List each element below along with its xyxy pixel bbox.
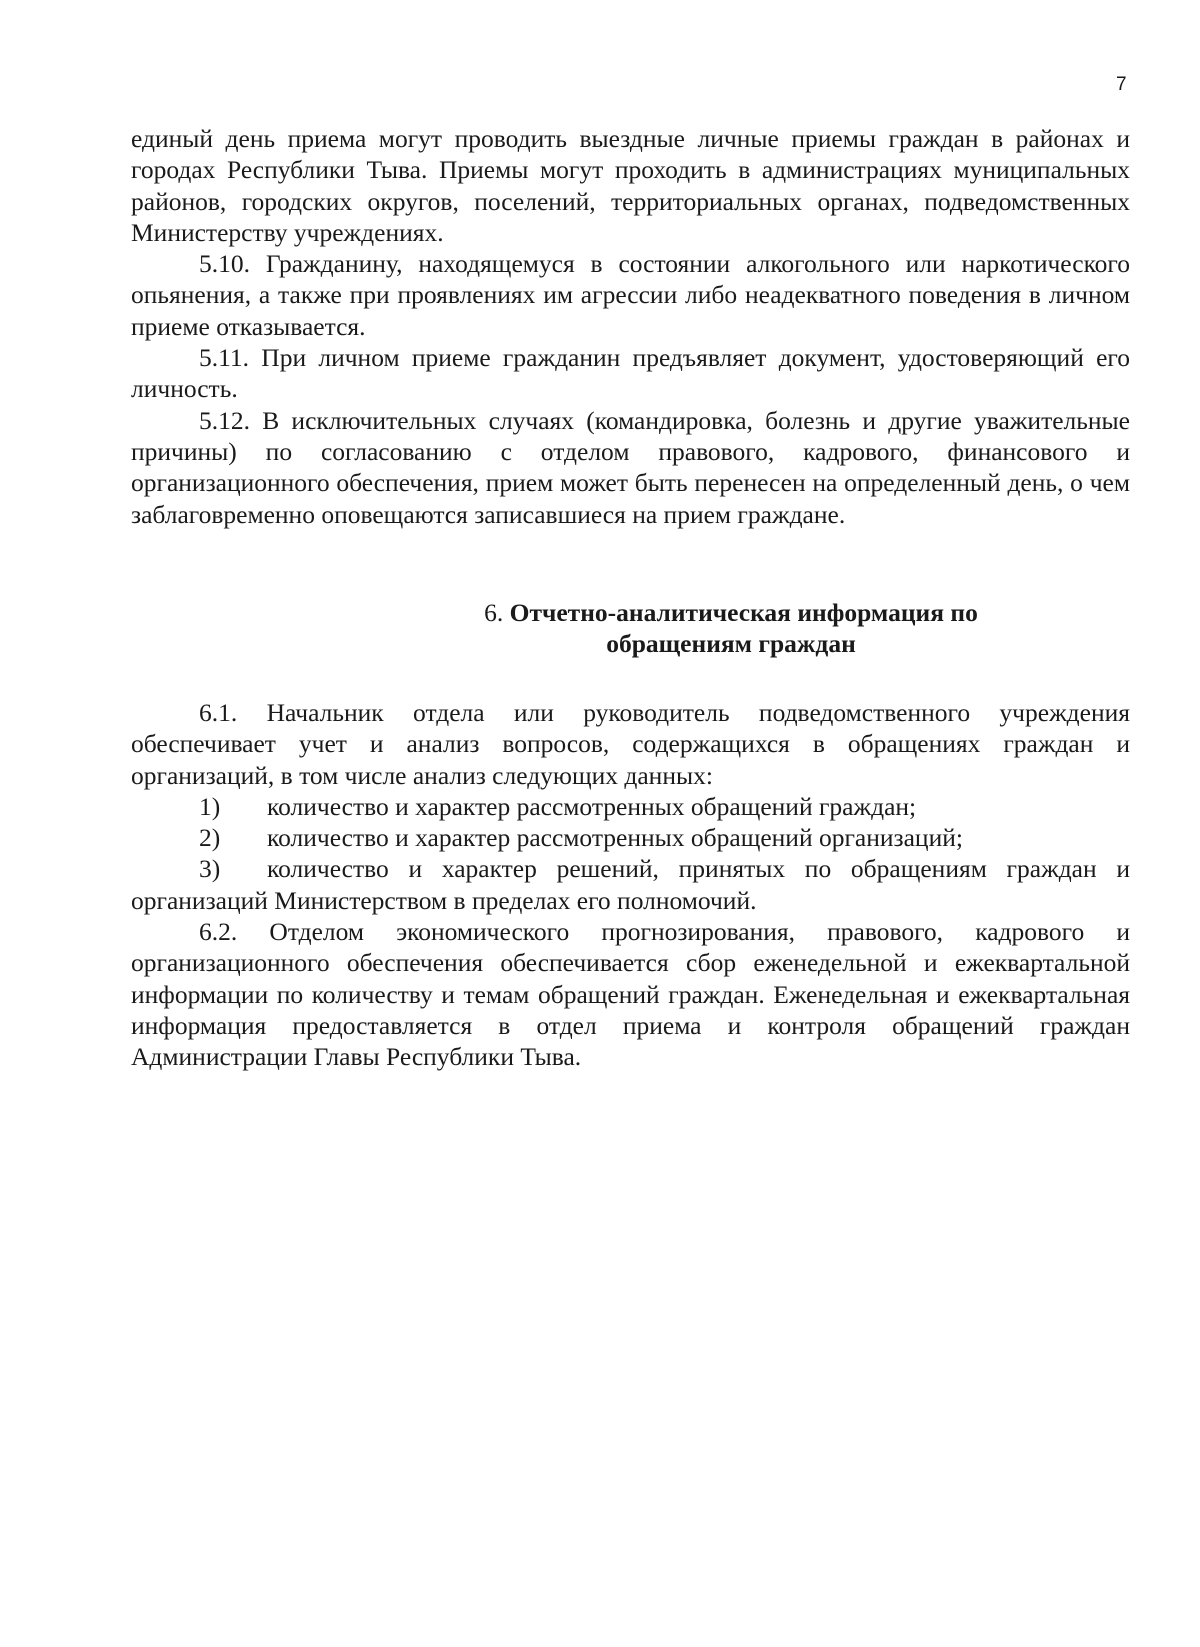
paragraph-6-1: 6.1. Начальник отдела или руководитель подведомственного учреждения обеспечивает учет и анализ вопросов, содержащихся в обращениях граждан и организаций, в том числе анализ следующих данных: [131,698,1130,790]
list-item-text: количество и характер решений, принятых по обращениям граждан и организаций Министерством в пределах его полномочий. [131,854,1130,915]
list-item-text: количество и характер рассмотренных обращений граждан; [267,791,917,821]
section-6-heading-line1 [431,597,1031,628]
list-item [131,853,1130,916]
section-6-body [131,697,1130,1073]
list-item [131,822,1130,853]
section-5-continuation [131,123,1130,530]
page-number: 7 [1116,74,1127,95]
section-6-heading [431,597,1031,659]
paragraph-6-2: 6.2. Отделом экономического прогнозирования, правового, кадрового и организационного обеспечения обеспечивается сбор еженедельной и ежеквартальной информации по количеству и темам обращений граждан. Еженедельная и ежеквартальная информация предоставляется в отдел приема и контроля обращений граждан Администрации Главы Республики Тыва. [131,917,1130,1072]
section-6-title-part1: Отчетно-аналитическая информация по [509,598,978,627]
paragraph-5-9-continuation: единый день приема могут проводить выездные личные приемы граждан в районах и городах Республики Тыва. Приемы могут проходить в администрациях муниципальных районов, городских округов, поселений, территориальных органах, подведомственных Министерству учреждениях. [131,124,1130,247]
section-6-number: 6. [484,598,504,627]
paragraph-5-11: 5.11. При личном приеме гражданин предъявляет документ, удостоверяющий его личность. [131,343,1130,404]
list-item-text: количество и характер рассмотренных обращений организаций; [267,823,963,853]
list-item-number: 3) [199,854,221,884]
paragraph-5-12: 5.12. В исключительных случаях (командировка, болезнь и другие уважительные причины) по согласованию с отделом правового, кадрового, финансового и организационного обеспечения, прием может быть перенесен на определенный день, о чем заблаговременно оповещаются записавшиеся на прием граждане. [131,405,1130,529]
section-6-heading-line2 [431,628,1031,659]
section-6-title-part2: обращениям граждан [606,629,856,658]
paragraph-5-10: 5.10. Гражданину, находящемуся в состоянии алкогольного или наркотического опьянения, а также при проявлениях им агрессии либо неадекватного поведения в личном приеме отказывается. [131,249,1130,341]
list-item-number: 1) [199,791,221,821]
list-item-number: 2) [199,823,221,853]
list-item [131,791,1130,822]
